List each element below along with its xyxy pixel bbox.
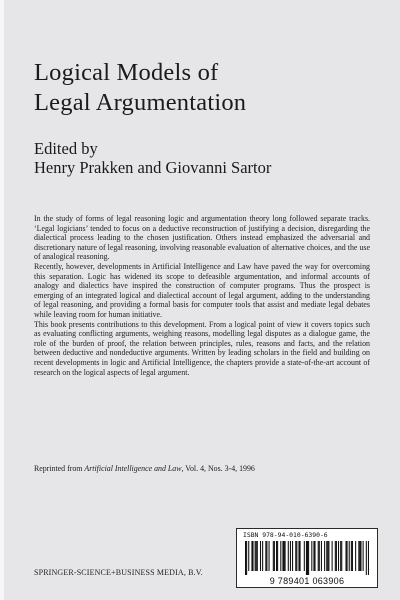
barcode-bar <box>266 541 267 571</box>
edited-by-label: Edited by <box>34 139 98 158</box>
barcode-bar <box>265 541 266 571</box>
barcode-bar <box>285 541 286 571</box>
barcode-bar <box>318 541 319 571</box>
barcode-bar <box>349 541 350 571</box>
publisher-name: SPRINGER-SCIENCE+BUSINESS MEDIA, B.V. <box>34 568 203 577</box>
barcode-bar <box>255 541 256 571</box>
barcode-bar <box>262 541 263 571</box>
book-title-line-2: Legal Argumentation <box>34 89 247 116</box>
barcode-bar <box>280 541 281 571</box>
barcode-bar <box>345 541 346 571</box>
barcode-bar <box>314 541 315 571</box>
description-paragraph-3: This book presents contributions to this development. From a logical point of view it covers topics such as evaluating conflicting arguments, weighing reasons, modelling legal disputes as a dialogue game, the role of the burden of proof, the relation between principles, rules, reasons and facts, and the relation between deductive and nondeductive arguments. Written by leading scholars in the field and building on recent developments in logic and Artificial Intelligence, the chapters provide a state-of-the-art account of research on the logical aspects of legal argument. <box>34 319 370 377</box>
barcode-bar <box>298 541 299 571</box>
barcode-bar <box>347 541 348 571</box>
reprint-volume-info: , Vol. 4, Nos. 3-4, 1996 <box>181 464 255 473</box>
barcode-bar <box>366 541 367 575</box>
book-title-line-1: Logical Models of <box>34 59 219 86</box>
reprint-journal-title: Artificial Intelligence and Law <box>84 464 182 473</box>
barcode-bar <box>307 541 308 575</box>
barcode-bar <box>288 541 289 571</box>
barcode-bar <box>351 541 352 571</box>
barcode-bar <box>336 541 337 571</box>
barcode-bar <box>332 541 333 571</box>
reprint-prefix: Reprinted from <box>34 464 85 473</box>
isbn-number: ISBN 978-94-010-6390-6 <box>243 531 328 539</box>
barcode-bar <box>321 541 322 571</box>
barcode-bar <box>283 541 284 571</box>
description-paragraph-2: Recently, however, developments in Artificial Intelligence and Law have paved the way for overcoming this separation. Logic has widened its scope to defeasible argumentation, and informal accounts of analogy and dialectics have inspired the construction of computer programs. Thus the prospect is emerging of an integrated logical and dialectical account of legal argument, adding to the understanding of legal reasoning, and providing a formal basis for computer tools that assist and mediate legal debates while leaving room for human initiative. <box>34 261 370 319</box>
barcode-bar <box>252 541 253 571</box>
barcode-bar <box>335 541 336 571</box>
barcode-bar <box>306 541 307 575</box>
reprint-notice <box>34 464 370 474</box>
barcode-bar <box>355 541 356 571</box>
barcode-bar <box>260 541 261 571</box>
barcode-bars <box>245 541 369 575</box>
barcode-graphic <box>243 541 371 577</box>
book-title <box>34 58 374 118</box>
barcode-bar <box>292 541 293 571</box>
barcode-bar <box>304 541 305 571</box>
barcode-bar <box>340 541 341 571</box>
barcode-bar <box>290 541 291 571</box>
barcode-bar <box>251 541 252 571</box>
barcode-bar <box>363 541 364 571</box>
description-paragraph-1: In the study of forms of legal reasoning logic and argumentation theory long followed separate tracks. ‘Legal logicians’ tended to focus on a deductive reconstruction of justifying a decision, disregarding the dialectical process leading to the chosen justification. Others instead emphasized the adversarial and discretionary nature of legal reasoning, involving reasonable evaluation of alternative choices, and the use of analogical reasoning. <box>34 214 370 262</box>
barcode-bar <box>360 541 361 571</box>
barcode-bar <box>296 541 297 571</box>
barcode-bar <box>246 541 247 575</box>
barcode-bar <box>295 541 296 571</box>
editors-names: Henry Prakken and Giovanni Sartor <box>34 158 272 177</box>
cover-edge <box>0 0 4 600</box>
barcode-bar <box>313 541 314 571</box>
barcode-bar <box>368 541 369 575</box>
barcode-bar <box>282 541 283 571</box>
barcode-bar <box>319 541 320 571</box>
barcode-bar <box>308 541 309 575</box>
barcode-bar <box>341 541 342 571</box>
barcode-bar <box>269 541 270 571</box>
barcode-bar <box>277 541 278 571</box>
barcode-bar <box>274 541 275 571</box>
barcode-bar <box>326 541 327 571</box>
barcode-bar <box>358 541 359 571</box>
barcode-bar <box>276 541 277 571</box>
barcode-bar <box>327 541 328 571</box>
barcode-bar <box>273 541 274 571</box>
barcode-bar <box>245 541 246 575</box>
barcode-bar <box>248 541 249 571</box>
barcode-bar <box>338 541 339 571</box>
back-cover-description <box>34 214 370 377</box>
barcode-bar <box>328 541 329 571</box>
barcode-bar <box>352 541 353 571</box>
barcode-digits: 9 789401 063906 <box>269 576 345 586</box>
barcode-bar <box>257 541 258 571</box>
barcode-bar <box>324 541 325 571</box>
isbn-barcode <box>236 528 378 588</box>
barcode-bar <box>256 541 257 571</box>
barcode-bar <box>359 541 360 571</box>
barcode-bar <box>300 541 301 571</box>
barcode-bar <box>311 541 312 571</box>
